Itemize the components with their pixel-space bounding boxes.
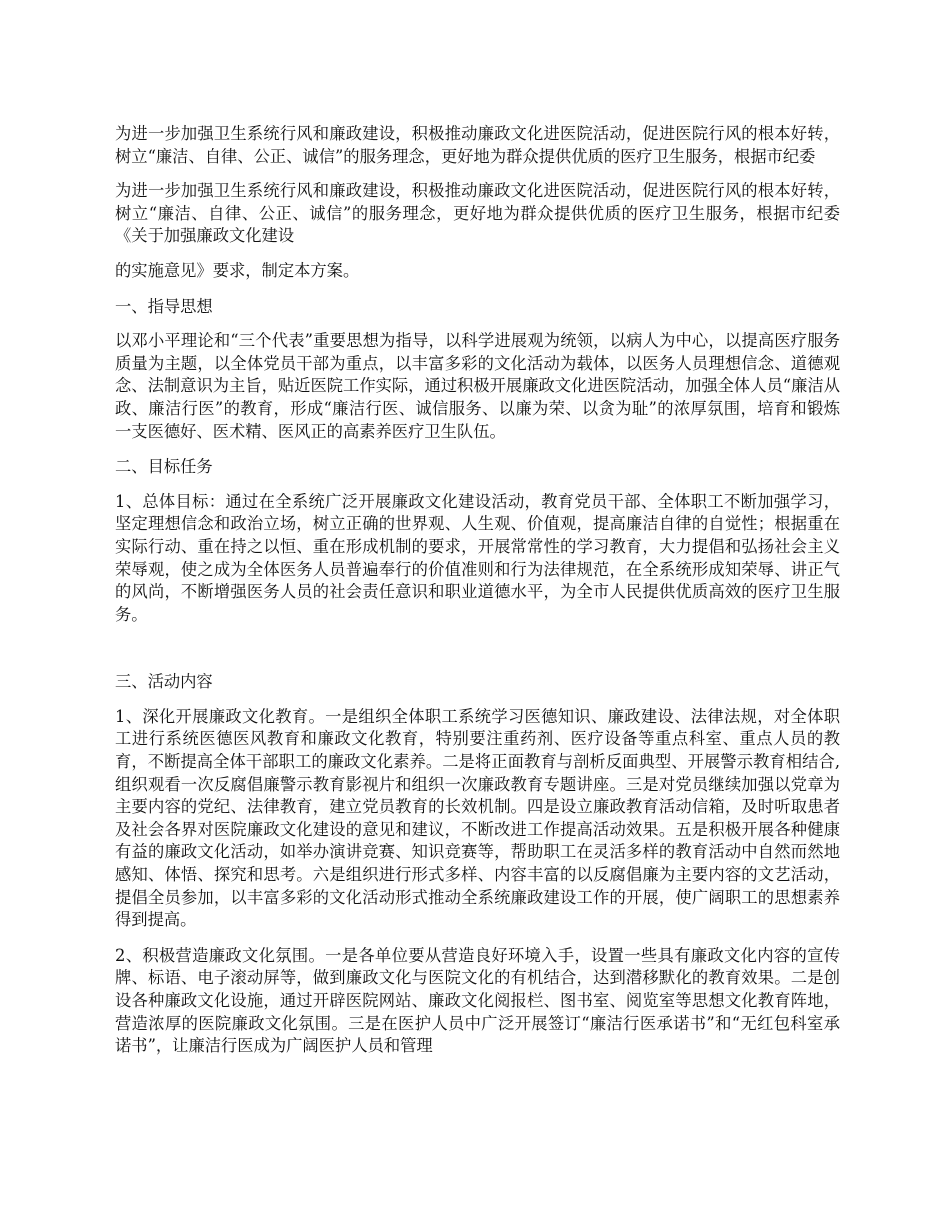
section-heading-guiding-thought: 一、指导思想 (115, 296, 213, 316)
goals-paragraph: 1、总体目标：通过在全系统广泛开展廉政文化建设活动，教育党员干部、全体职工不断加强学习，坚定理想信念和政治立场，树立正确的世界观、人生观、价值观，提高廉洁自律的自觉性；根据重在实际行动、重在持之以恒、重在形成机制的要求，开展常常性的学习教育，大力提倡和弘扬社会主义荣辱观，使之成为全体医务人员普遍奉行的价值准则和行为法律规范，在全系统形成知荣辱、讲正气的风尚，不断增强医务人员的社会责任意识和职业道德水平，为全市人民提供优质高效的医疗卫生服务。 (115, 491, 840, 624)
guiding-thought-paragraph: 以邓小平理论和“三个代表”重要思想为指导，以科学进展观为统领，以病人为中心，以提高医疗服务质量为主题，以全体党员干部为重点，以丰富多彩的文化活动为载体，以医务人员理想信念、道德观念、法制意识为主旨，贴近医院工作实际，通过积极开展廉政文化进医院活动，加强全体人员“廉洁从政、廉洁行医”的教育，形成“廉洁行医、诚信服务、以廉为荣、以贪为耻”的浓厚氛围，培育和锻炼一支医德好、医术精、医风正的高素养医疗卫生队伍。 (115, 331, 840, 441)
intro-paragraph-3: 的实施意见》要求，制定本方案。 (115, 260, 360, 280)
section-heading-goals: 二、目标任务 (115, 457, 213, 477)
section-heading-activities: 三、活动内容 (115, 672, 213, 692)
section-gap (115, 626, 840, 671)
intro-paragraph-2: 为进一步加强卫生系统行风和廉政建设，积极推动廉政文化进医院活动，促进医院行风的根本好转，树立“廉洁、自律、公正、诚信”的服务理念，更好地为群众提供优质的医疗卫生服务，根据市纪委《关于加强廉政文化建设 (115, 181, 840, 246)
intro-paragraph-1: 为进一步加强卫生系统行风和廉政建设，积极推动廉政文化进医院活动，促进医院行风的根本好转，树立“廉洁、自律、公正、诚信”的服务理念，更好地为群众提供优质的医疗卫生服务，根据市纪委 (115, 124, 840, 166)
activities-paragraph-2: 2、积极营造廉政文化氛围。一是各单位要从营造良好环境入手，设置一些具有廉政文化内容的宣传牌、标语、电子滚动屏等，做到廉政文化与医院文化的有机结合，达到潜移默化的教育效果。二是创设各种廉政文化设施，通过开辟医院网站、廉政文化阅报栏、图书室、阅览室等思想文化教育阵地，营造浓厚的医院廉政文化氛围。三是在医护人员中广泛开展签订“廉洁行医承诺书”和“无红包科室承诺书”，让廉洁行医成为广阔医护人员和管理 (115, 945, 840, 1056)
document-page (115, 123, 840, 1058)
activities-paragraph-1: 1、深化开展廉政文化教育。一是组织全体职工系统学习医德知识、廉政建设、法律法规，对全体职工进行系统医德医风教育和廉政文化教育，特别要注重药剂、医疗设备等重点科室、重点人员的教育，不断提高全体干部职工的廉政文化素养。二是将正面教育与剖析反面典型、开展警示教育相结合,组织观看一次反腐倡廉警示教育影视片和组织一次廉政教育专题讲座。三是对党员继续加强以党章为主要内容的党纪、法律教育，建立党员教育的长效机制。四是设立廉政教育活动信箱，及时听取患者及社会各界对医院廉政文化建设的意见和建议，不断改进工作提高活动效果。五是积极开展各种健康有益的廉政文化活动，如举办演讲竞赛、知识竞赛等，帮助职工在灵活多样的教育活动中自然而然地感知、体悟、探究和思考。六是组织进行形式多样、内容丰富的以反腐倡廉为主要内容的文艺活动，提倡全员参加，以丰富多彩的文化活动形式推动全系统廉政建设工作的开展，使广阔职工的思想素养得到提高。 (115, 706, 840, 930)
